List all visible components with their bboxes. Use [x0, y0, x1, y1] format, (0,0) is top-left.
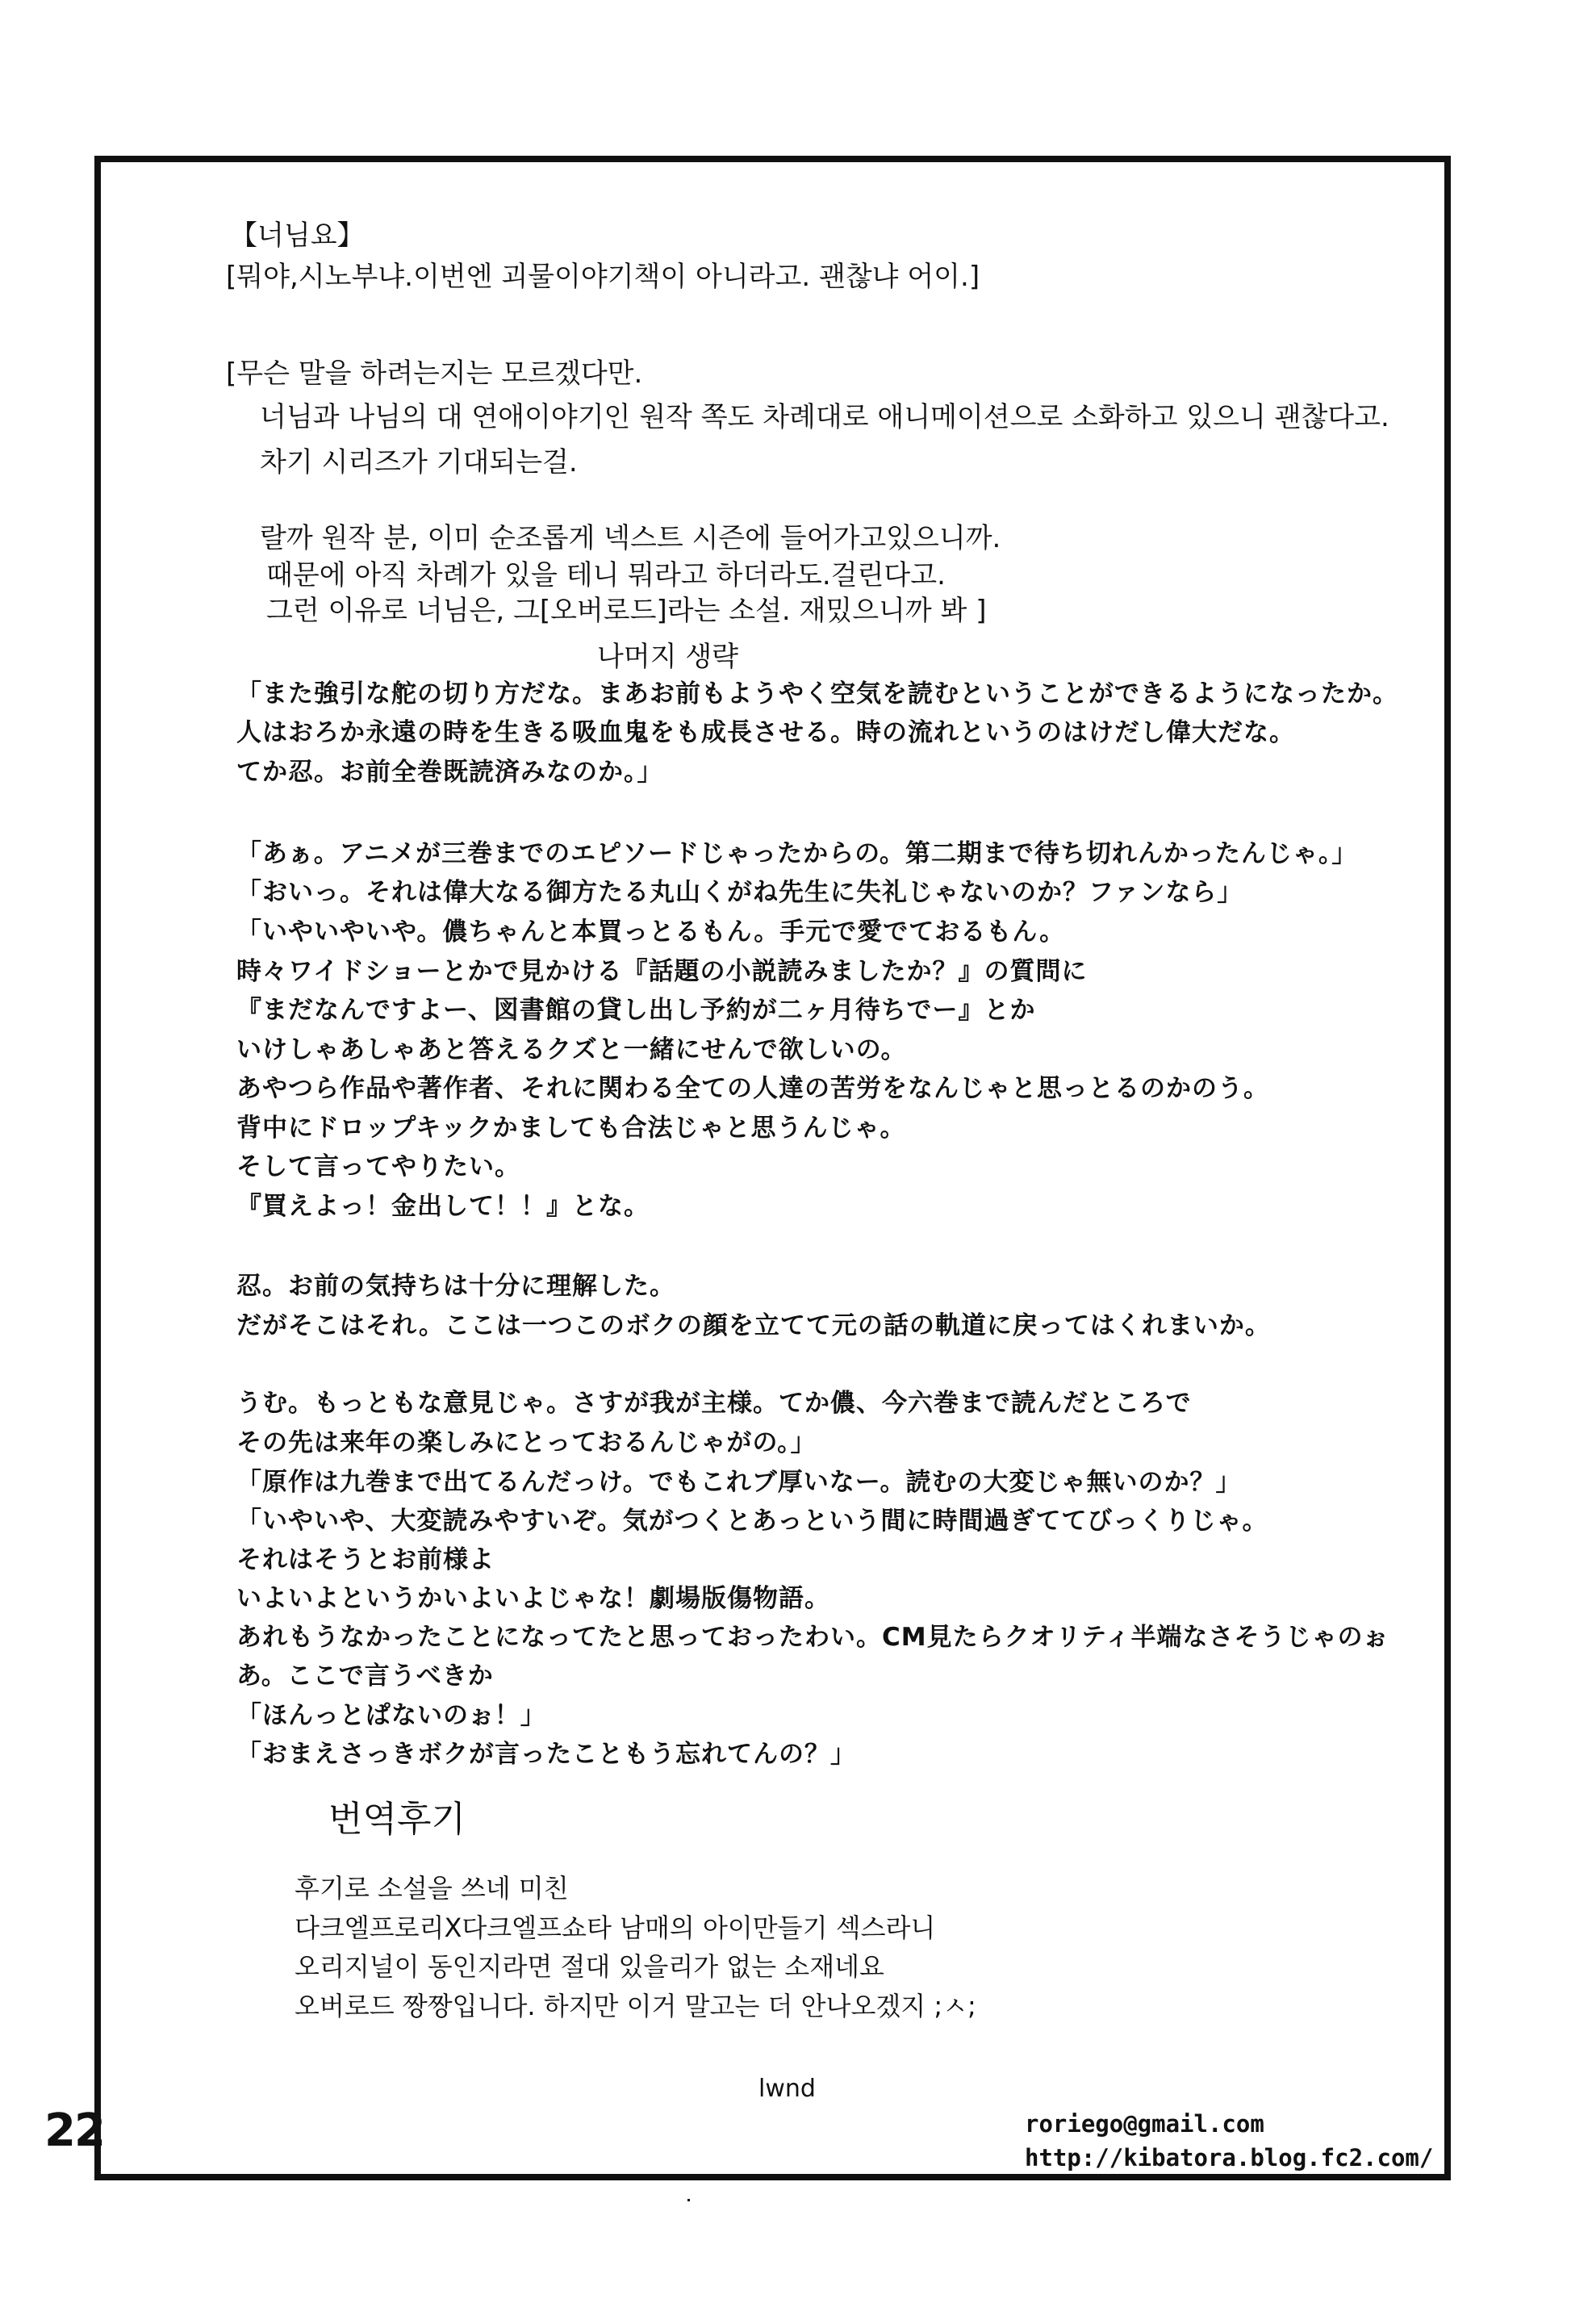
- jp-line: だがそこはそれ。ここは一つこのボクの顔を立てて元の話の軌道に戻ってはくれまいか。: [236, 1311, 1271, 1340]
- jp-line: 時々ワイドショーとかで見かける『話題の小説読みましたか？』の質問に: [236, 957, 1088, 986]
- jp-line: 背中にドロップキックかましても合法じゃと思うんじゃ。: [236, 1114, 906, 1143]
- contact-email: roriego@gmail.com: [1025, 2110, 1264, 2138]
- jp-line: てか忍。お前全巻既読済みなのか。」: [236, 758, 663, 787]
- jp-line: あ。ここで言うべきか: [236, 1661, 494, 1691]
- page-number: 22: [44, 2105, 104, 2157]
- jp-line: そして言ってやりたい。: [236, 1152, 520, 1181]
- korean-line-3: 너님과 나님의 대 연애이야기인 원작 쪽도 차례대로 애니메이션으로 소화하고 있으니 괜찮다고.: [260, 401, 1389, 433]
- speaker-label: 【너님요】: [230, 219, 365, 252]
- korean-line-7: 그런 이유로 너님은, 그[오버로드]라는 소설. 재밌으니까 봐 ]: [266, 595, 987, 627]
- afterword-line-1: 후기로 소설을 쓰네 미친: [295, 1873, 569, 1904]
- jp-line: あれもうなかったことになってたと思っておったわい。CM見たらクオリティ半端なさそうじゃのぉ: [236, 1623, 1389, 1652]
- jp-line: 『まだなんですよー、図書館の貸し出し予約が二ヶ月待ちでー』とか: [236, 996, 1036, 1025]
- jp-line: あやつら作品や著作者、それに関わる全ての人達の苦労をなんじゃと思っとるのかのう。: [236, 1074, 1269, 1103]
- jp-line: 「あぁ。アニメが三巻までのエピソードじゃったからの。第二期まで待ち切れんかったんじゃ。」: [236, 839, 1358, 868]
- korean-line-2: [무슨 말을 하려는지는 모르겠다만.: [226, 357, 643, 390]
- jp-line: 「おいっ。それは偉大なる御方たる丸山くがね先生に失礼じゃないのか？ファンなら」: [236, 878, 1243, 907]
- jp-line: いけしゃあしゃあと答えるクズと一緒にせんで欲しいの。: [236, 1035, 907, 1064]
- jp-line: 「また強引な舵の切り方だな。まあお前もようやく空気を読むということができるようになったか。: [236, 679, 1398, 708]
- scan-dot: [687, 2199, 690, 2201]
- contact-url: http://kibatora.blog.fc2.com/: [1025, 2144, 1434, 2171]
- jp-line: 「ほんっとぱないのぉ！」: [236, 1701, 546, 1730]
- jp-line: 「いやいやいや。儂ちゃんと本買っとるもん。手元で愛でておるもん。: [236, 917, 1066, 947]
- korean-line-6: 때문에 아직 차례가 있을 테니 뭐라고 하더라도.걸린다고.: [266, 559, 946, 591]
- korean-line-5: 랄까 원작 분, 이미 순조롭게 넥스트 시즌에 들어가고있으니까.: [260, 522, 1001, 554]
- omitted-note: 나머지 생략: [597, 641, 739, 673]
- afterword-line-2: 다크엘프로리X다크엘프쇼타 남매의 아이만들기 섹스라니: [295, 1912, 936, 1943]
- jp-line: 人はおろか永遠の時を生きる吸血鬼をも成長させる。時の流れというのはけだし偉大だな。: [236, 718, 1295, 747]
- korean-line-4: 차기 시리즈가 기대되는걸.: [260, 446, 578, 479]
- korean-line-1: [뭐야,시노부냐.이번엔 괴물이야기책이 아니라고. 괜찮냐 어이.]: [226, 261, 980, 293]
- jp-line: 「原作は九巻まで出てるんだっけ。でもこれブ厚いなー。読むの大変じゃ無いのか？」: [236, 1468, 1242, 1497]
- jp-line: 『買えよっ！金出して！！』とな。: [236, 1192, 650, 1221]
- translator-signature: lwnd: [758, 2075, 816, 2103]
- jp-line: 「おまえさっきボクが言ったこともう忘れてんの？」: [236, 1740, 856, 1769]
- jp-line: 忍。お前の気持ちは十分に理解した。: [236, 1272, 675, 1301]
- afterword-title: 번역후기: [328, 1799, 466, 1840]
- jp-line: 「いやいや、大変読みやすいぞ。気がつくとあっという間に時間過ぎててびっくりじゃ。: [236, 1507, 1268, 1536]
- afterword-line-4: 오버로드 짱짱입니다. 하지만 이거 말고는 더 안나오겠지 ;ㅅ;: [295, 1991, 976, 2021]
- jp-line: それはそうとお前様よ: [236, 1545, 495, 1574]
- afterword-line-3: 오리지널이 동인지라면 절대 있을리가 없는 소재네요: [295, 1951, 884, 1982]
- jp-line: その先は来年の楽しみにとっておるんじゃがの。」: [236, 1428, 817, 1457]
- jp-line: うむ。もっともな意見じゃ。さすが我が主様。てか儂、今六巻まで読んだところで: [236, 1389, 1192, 1418]
- jp-line: いよいよというかいよいよじゃな！劇場版傷物語。: [236, 1584, 830, 1613]
